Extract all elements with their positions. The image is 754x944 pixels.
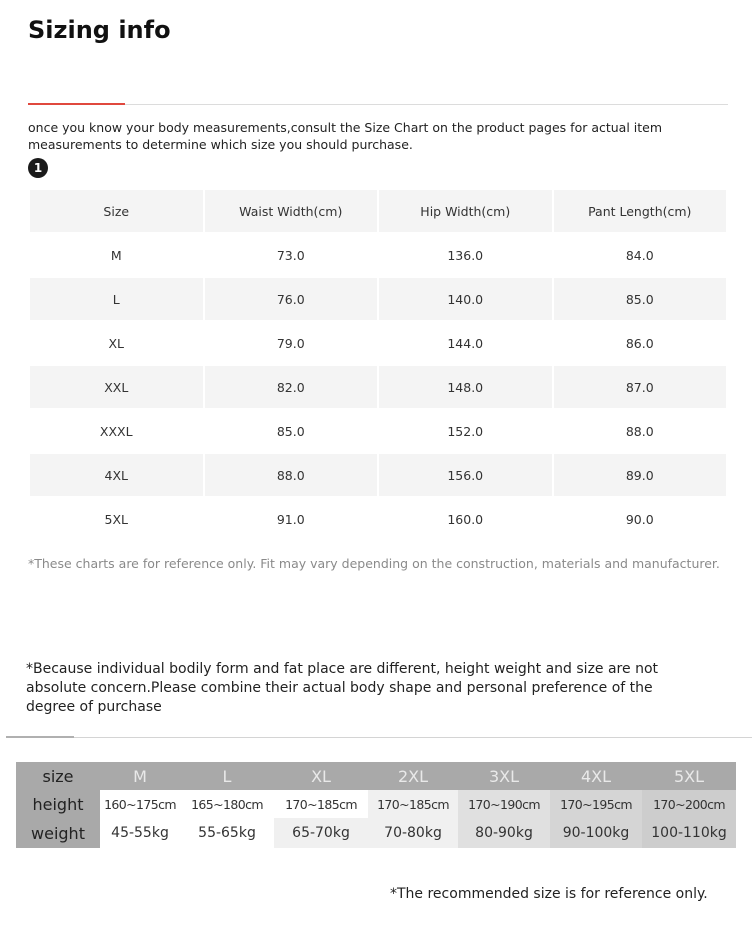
table-cell: 79.0 <box>276 335 305 351</box>
height-cell: 170~185cm <box>368 790 458 818</box>
table-cell: 140.0 <box>379 278 552 320</box>
header-cell: Pant Length(cm) <box>554 190 727 232</box>
table-cell: 5XL <box>104 511 128 527</box>
row-label-weight: weight <box>16 818 100 848</box>
body-form-note: *Because individual bodily form and fat place are different, height weight and size are not absolute concern.Please combine their actual body shape and personal preference of the degree of purchase <box>26 661 658 715</box>
table-cell: XXL <box>30 366 203 408</box>
size-chart-table <box>28 188 728 542</box>
table-cell: 4XL <box>30 454 203 496</box>
table-row <box>30 410 726 452</box>
header-cell: Hip Width(cm) <box>379 190 552 232</box>
table-cell: 85.0 <box>554 278 727 320</box>
table-cell: 86.0 <box>625 335 654 351</box>
table-cell: 87.0 <box>554 366 727 408</box>
table-cell: 89.0 <box>554 454 727 496</box>
size-header-cell: 4XL <box>550 762 642 790</box>
size-header-cell: 5XL <box>642 762 736 790</box>
table-row <box>30 234 726 276</box>
table-cell: 73.0 <box>276 247 305 263</box>
size-header-cell: M <box>100 762 180 790</box>
step-number-badge: 1 <box>28 158 48 178</box>
height-cell: 170~190cm <box>458 790 550 818</box>
height-cell: 170~195cm <box>550 790 642 818</box>
size-header-cell: 3XL <box>458 762 550 790</box>
recommended-size-note: *The recommended size is for reference only. <box>390 886 708 902</box>
size-header-cell: XL <box>274 762 368 790</box>
row-label-height: height <box>16 790 100 818</box>
table-cell: 82.0 <box>205 366 378 408</box>
table-cell: XL <box>108 335 125 351</box>
table-row <box>30 366 726 408</box>
table-cell: 156.0 <box>379 454 552 496</box>
table-cell: M <box>110 247 122 263</box>
table-row <box>30 322 726 364</box>
weight-cell: 80-90kg <box>458 818 550 848</box>
section-divider <box>6 737 752 738</box>
weight-cell: 90-100kg <box>550 818 642 848</box>
page-title: Sizing info <box>28 16 171 44</box>
table-cell: 85.0 <box>276 423 305 439</box>
size-header-cell: L <box>180 762 274 790</box>
size-header-cell: 2XL <box>368 762 458 790</box>
table-cell: 84.0 <box>625 247 654 263</box>
table-cell: 90.0 <box>625 511 654 527</box>
section-divider-accent <box>6 736 74 738</box>
table-cell: XXXL <box>99 423 133 439</box>
table-cell: 160.0 <box>447 511 484 527</box>
table-row <box>30 454 726 496</box>
size-recommendation-table <box>16 762 736 848</box>
section-divider-accent <box>28 103 125 105</box>
table-cell: 144.0 <box>447 335 484 351</box>
table-row <box>30 278 726 320</box>
reference-note: *These charts are for reference only. Fit may vary depending on the construction, materials and manufacturer. <box>28 556 720 571</box>
table-cell: 152.0 <box>447 423 484 439</box>
height-cell: 170~200cm <box>642 790 736 818</box>
intro-text: once you know your body measurements,consult the Size Chart on the product pages for actual item measurements to determine which size you should purchase. <box>28 120 663 152</box>
weight-cell: 100-110kg <box>642 818 736 848</box>
header-cell: Size <box>30 190 203 232</box>
table-row <box>30 498 726 540</box>
header-cell: Waist Width(cm) <box>205 190 378 232</box>
section-divider <box>28 104 728 105</box>
weight-cell: 55-65kg <box>180 818 274 848</box>
height-cell: 165~180cm <box>180 790 274 818</box>
table-cell: 136.0 <box>447 247 484 263</box>
table-cell: 76.0 <box>205 278 378 320</box>
row-label-size: size <box>16 762 100 790</box>
weight-cell: 70-80kg <box>368 818 458 848</box>
table-cell: 91.0 <box>276 511 305 527</box>
table-cell: 148.0 <box>379 366 552 408</box>
height-cell: 170~185cm <box>274 790 368 818</box>
weight-cell: 65-70kg <box>274 818 368 848</box>
table-cell: L <box>30 278 203 320</box>
height-cell: 160~175cm <box>100 790 180 818</box>
table-header-row <box>30 190 726 232</box>
table-cell: 88.0 <box>625 423 654 439</box>
weight-cell: 45-55kg <box>100 818 180 848</box>
table-cell: 88.0 <box>205 454 378 496</box>
